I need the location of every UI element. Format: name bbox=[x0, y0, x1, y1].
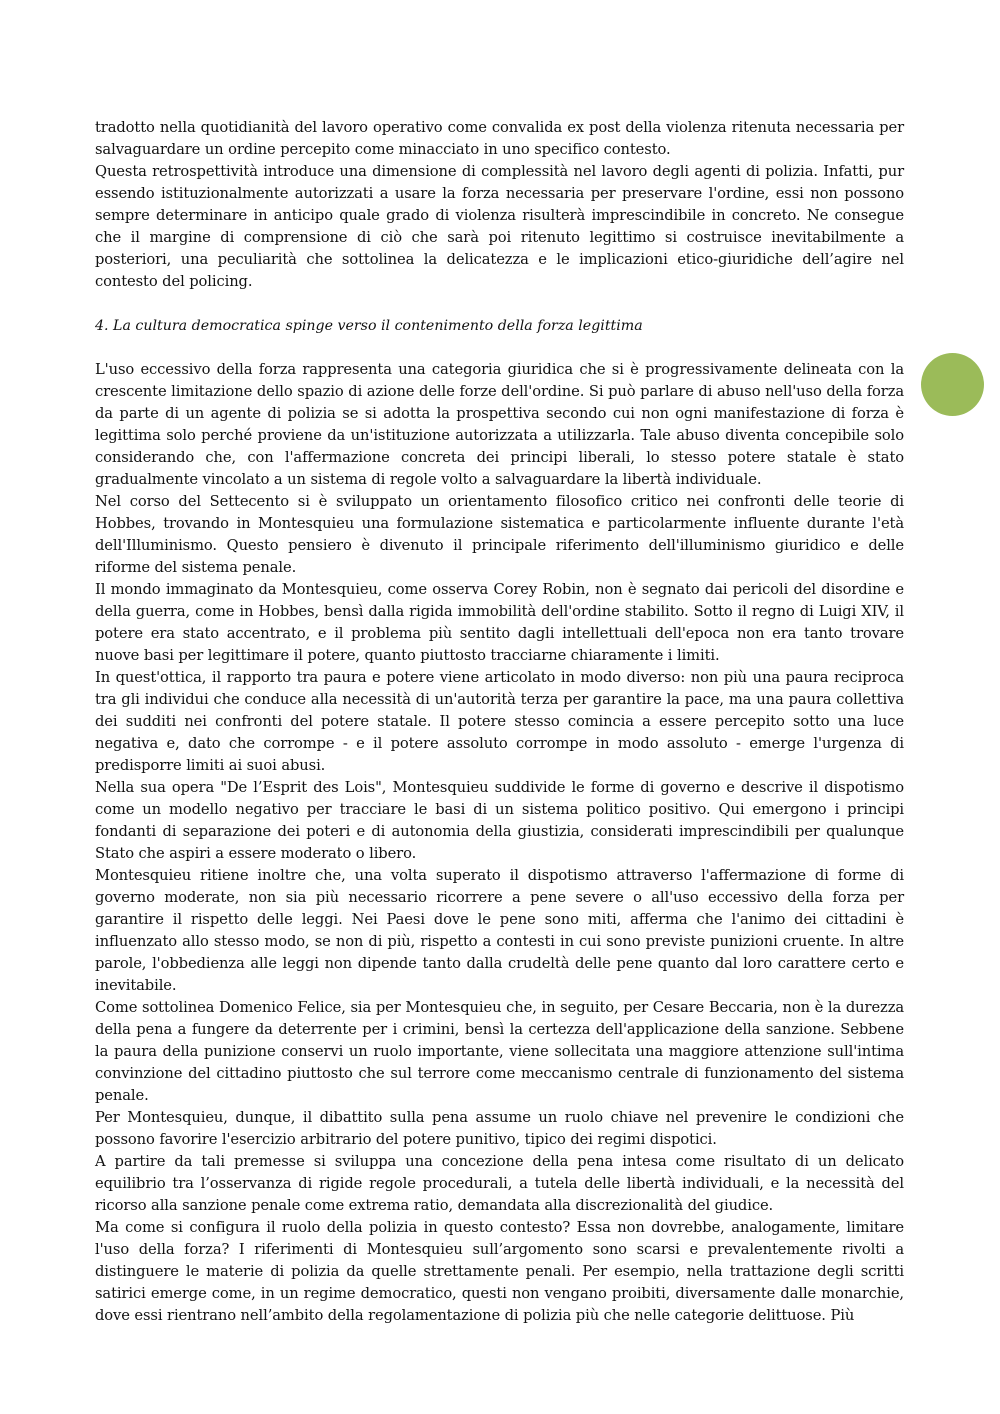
intro-paragraph-2: Questa retrospettività introduce una dimensione di complessità nel lavoro degli agenti di polizia. Infatti, pur essendo istituzionalmente autorizzati a usare la forza necessaria per preservare l'ordine, essi non possono sempre determinare in anticipo quale grado di violenza risulterà imprescindibile in concreto. Ne consegue che il margine di comprensione di ciò che sarà poi ritenuto legittimo si costruisce inevitabilmente a posteriori, una peculiarità che sottolinea la delicatezza e le implicazioni etico-giuridiche dell’agire nel contesto del policing. bbox=[95, 163, 904, 290]
intro-paragraph-1: tradotto nella quotidianità del lavoro operativo come convalida ex post della violenza ritenuta necessaria per salvaguardare un ordine percepito come minacciato in uno specifico contesto. bbox=[95, 119, 904, 158]
page-body bbox=[95, 117, 904, 1327]
section-heading: 4. La cultura democratica spinge verso il contenimento della forza legittima bbox=[95, 318, 643, 334]
section-paragraph-1: L'uso eccessivo della forza rappresenta una categoria giuridica che si è progressivamente delineata con la crescente limitazione dello spazio di azione delle forze dell'ordine. Si può parlare di abuso nell'uso della forza da parte di un agente di polizia se si adotta la prospettiva secondo cui non ogni manifestazione di forza è legittima solo perché proviene da un'istituzione autorizzata a utilizzarla. Tale abuso diventa concepibile solo considerando che, con l'affermazione concreta dei principi liberali, lo stesso potere statale è stato gradualmente vincolato a un sistema di regole volto a salvaguardare la libertà individuale. bbox=[95, 361, 904, 488]
section-paragraph-7: Come sottolinea Domenico Felice, sia per Montesquieu che, in seguito, per Cesare Beccaria, non è la durezza della pena a fungere da deterrente per i crimini, bensì la certezza dell'applicazione della sanzione. Sebbene la paura della punizione conservi un ruolo importante, viene sollecitata una maggiore attenzione sull'intima convinzione del cittadino piuttosto che sul terrore come meccanismo centrale di funzionamento del sistema penale. bbox=[95, 999, 904, 1104]
section-paragraph-4: In quest'ottica, il rapporto tra paura e potere viene articolato in modo diverso: non più una paura reciproca tra gli individui che conduce alla necessità di un'autorità terza per garantire la pace, ma una paura collettiva dei sudditi nei confronti del potere statale. Il potere stesso comincia a essere percepito sotto una luce negativa e, dato che corrompe - e il potere assoluto corrompe in modo assoluto - emerge l'urgenza di predisporre limiti ai suoi abusi. bbox=[95, 669, 904, 774]
section-paragraph-2: Nel corso del Settecento si è sviluppato un orientamento filosofico critico nei confronti delle teorie di Hobbes, trovando in Montesquieu una formulazione sistematica e particolarmente influente durante l'età dell'Illuminismo. Questo pensiero è divenuto il principale riferimento dell'illuminismo giuridico e delle riforme del sistema penale. bbox=[95, 493, 904, 576]
decorative-circle-marker bbox=[921, 353, 984, 416]
section-paragraph-8: Per Montesquieu, dunque, il dibattito sulla pena assume un ruolo chiave nel prevenire le condizioni che possono favorire l'esercizio arbitrario del potere punitivo, tipico dei regimi dispotici. bbox=[95, 1109, 904, 1148]
section-paragraph-6: Montesquieu ritiene inoltre che, una volta superato il dispotismo attraverso l'affermazione di forme di governo moderate, non sia più necessario ricorrere a pene severe o all'uso eccessivo della forza per garantire il rispetto delle leggi. Nei Paesi dove le pene sono miti, afferma che l'animo dei cittadini è influenzato allo stesso modo, se non di più, rispetto a contesti in cui sono previste punizioni cruente. In altre parole, l'obbedienza alle leggi non dipende tanto dalla crudeltà delle pene quanto dal loro carattere certo e inevitabile. bbox=[95, 867, 904, 994]
section-paragraph-3: Il mondo immaginato da Montesquieu, come osserva Corey Robin, non è segnato dai pericoli del disordine e della guerra, come in Hobbes, bensì dalla rigida immobilità dell'ordine stabilito. Sotto il regno di Luigi XIV, il potere era stato accentrato, e il problema più sentito dagli intellettuali dell'epoca non era tanto trovare nuove basi per legittimare il potere, quanto piuttosto tracciarne chiaramente i limiti. bbox=[95, 581, 904, 664]
section-paragraph-5: Nella sua opera "De l’Esprit des Lois", Montesquieu suddivide le forme di governo e descrive il dispotismo come un modello negativo per tracciare le basi di un sistema politico positivo. Qui emergono i principi fondanti di separazione dei poteri e di autonomia della giustizia, considerati imprescindibili per qualunque Stato che aspiri a essere moderato o libero. bbox=[95, 779, 904, 862]
section-paragraph-9: A partire da tali premesse si sviluppa una concezione della pena intesa come risultato di un delicato equilibrio tra l’osservanza di rigide regole procedurali, a tutela delle libertà individuali, e la necessità del ricorso alla sanzione penale come extrema ratio, demandata alla discrezionalità del giudice. bbox=[95, 1153, 904, 1214]
section-paragraph-10: Ma come si configura il ruolo della polizia in questo contesto? Essa non dovrebbe, analogamente, limitare l'uso della forza? I riferimenti di Montesquieu sull’argomento sono scarsi e prevalentemente rivolti a distinguere le materie di polizia da quelle strettamente penali. Per esempio, nella trattazione degli scritti satirici emerge come, in un regime democratico, questi non vengano proibiti, diversamente dalle monarchie, dove essi rientrano nell’ambito della regolamentazione di polizia più che nelle categorie delittuose. Più bbox=[95, 1219, 904, 1324]
